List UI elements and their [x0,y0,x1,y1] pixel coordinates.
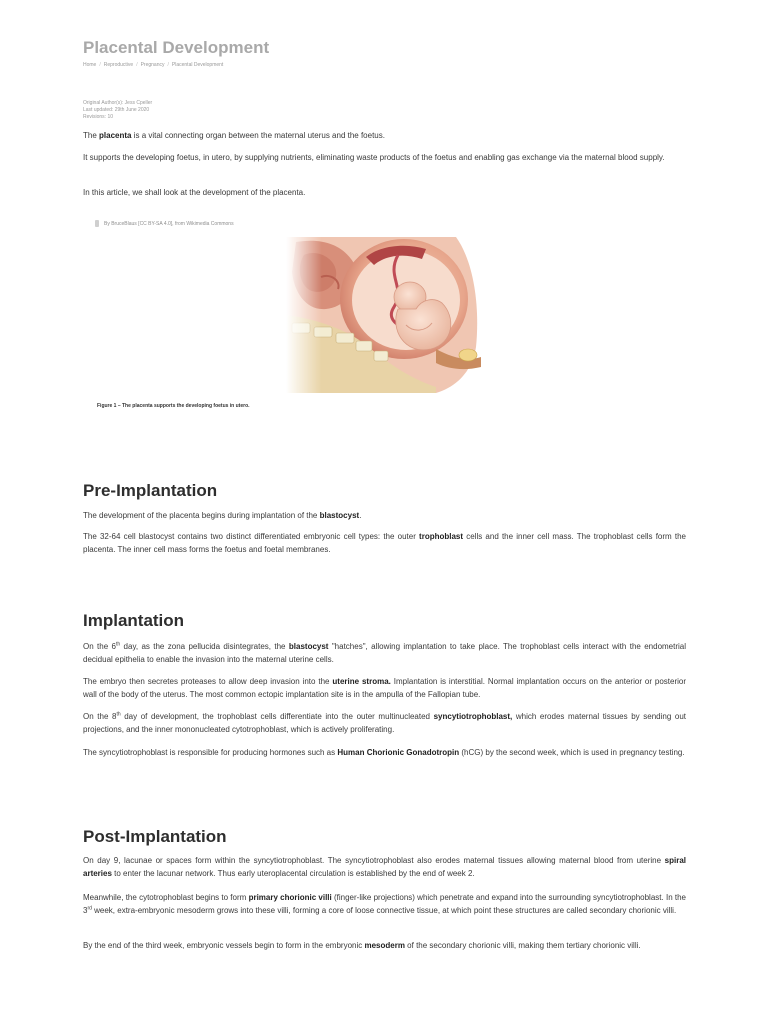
updated-line: Last updated: 29th June 2020 [83,107,150,113]
term-blastocyst: blastocyst [288,642,329,651]
heading-implantation: Implantation [83,611,185,630]
image-credit: By BruceBlaus [CC BY-SA 4.0], from Wikimedia Commons [95,220,234,227]
info-icon [95,220,99,227]
implantation-paragraph-2: The embryo then secretes proteases to allow deep invasion into the uterine stroma. Implantation is interstitial. Normal implantation occurs on the anterior or posterior wall of the body of the uterus. The most common ectopic implantation site is in the ampulla of the Fallopian tube. [83,677,687,699]
implantation-paragraph-1: On the 6th day, as the zona pellucida disintegrates, the blastocyst "hatches", allowing implantation to take place. The trophoblast cells interact with the endometrial decidual epithelia to enable the invasion into the maternal uterine cells. [83,641,687,664]
term-hcg: Human Chorionic Gonadotropin [337,748,460,757]
revisions-line: Revisions: 10 [83,114,114,120]
breadcrumb: Home / Reproductive / Pregnancy / Placental Development [83,62,224,68]
intro-paragraph-1: The placenta is a vital connecting organ between the maternal uterus and the foetus. [83,131,385,140]
author-line: Original Author(s): Jess Cpeller [83,100,153,106]
pre-implantation-paragraph-1: The development of the placenta begins during implantation of the blastocyst. [83,511,362,520]
breadcrumb-current: Placental Development [171,62,224,68]
term-spiral-arteries: spiral arteries [83,856,686,878]
term-placenta: placenta [99,131,132,140]
term-syncytiotrophoblast: syncytiotrophoblast, [433,712,513,721]
post-implantation-paragraph-2: Meanwhile, the cytotrophoblast begins to form primary chorionic villi (finger-like projections) which penetrate and expand into the surrounding syncytiotrophoblast. In the 3rd week, extra-embryonic mesoderm grows into these villi, forming a core of loose connective tissue, at which point these structures are called secondary chorionic villi. [83,893,687,915]
implantation-paragraph-4: The syncytiotrophoblast is responsible for producing hormones such as Human Chorionic Gonadotropin (hCG) by the second week, which is used in pregnancy testing. [83,748,685,757]
term-primary-chorionic-villi: primary chorionic villi [248,893,332,902]
heading-post-implantation: Post-Implantation [83,827,227,846]
pre-implantation-paragraph-2: The 32-64 cell blastocyst contains two distinct differentiated embryonic cell types: the outer trophoblast cells and the inner cell mass. The trophoblast cells form the placenta. The inner cell mass forms the foetus and foetal membranes. [83,532,686,554]
breadcrumb-reproductive[interactable]: Reproductive [103,62,134,68]
breadcrumb-home[interactable]: Home [83,62,97,68]
figure-caption: Figure 1 – The placenta supports the developing foetus in utero. [97,403,250,409]
intro-paragraph-3: In this article, we shall look at the development of the placenta. [83,188,306,197]
term-uterine-stroma: uterine stroma. [332,677,391,686]
implantation-paragraph-3: On the 8th day of development, the trophoblast cells differentiate into the outer multinucleated syncytiotrophoblast, which erodes maternal tissues by sending out projections, and the inner mononucleated cytotrophoblast, which is actively proliferating. [83,711,686,734]
placenta-illustration [286,237,484,393]
page-title: Placental Development [83,38,270,57]
term-mesoderm: mesoderm [364,941,405,950]
term-trophoblast: trophoblast [419,532,464,541]
term-blastocyst: blastocyst [319,511,360,520]
breadcrumb-pregnancy[interactable]: Pregnancy [140,62,165,68]
post-implantation-paragraph-3: By the end of the third week, embryonic vessels begin to form in the embryonic mesoderm of the secondary chorionic villi, making them tertiary chorionic villi. [83,941,641,950]
intro-paragraph-2: It supports the developing foetus, in utero, by supplying nutrients, eliminating waste products of the foetus and enabling gas exchange via the maternal blood supply. [83,153,665,162]
article-meta [83,100,152,121]
heading-pre-implantation: Pre-Implantation [83,481,218,500]
post-implantation-paragraph-1: On day 9, lacunae or spaces form within the syncytiotrophoblast. The syncytiotrophoblast also erodes maternal tissues allowing maternal blood from uterine spiral arteries to enter the lacunar network. Thus early uteroplacental circulation is established by the end of week 2. [83,856,686,878]
